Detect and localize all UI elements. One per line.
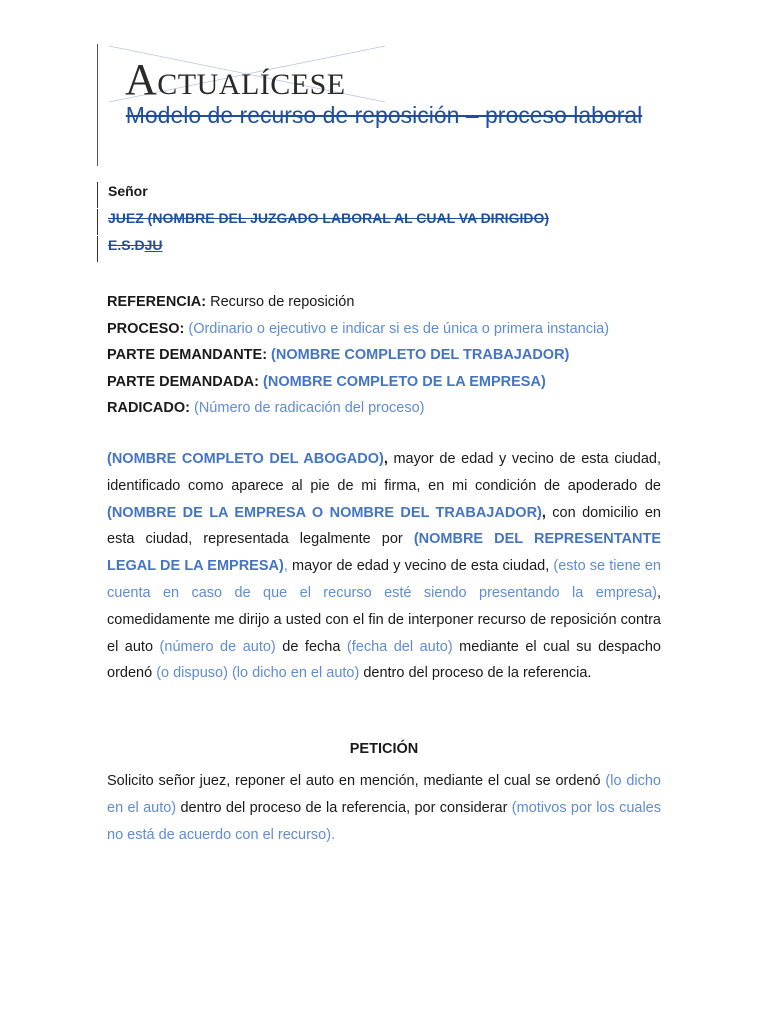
- body-text: Solicito señor juez, reponer el auto en mención, mediante el cual se ordenó: [107, 773, 606, 789]
- body-paragraph: [107, 446, 661, 687]
- reference-line: [107, 289, 609, 316]
- body-text: dentro del proceso de la referencia.: [359, 665, 592, 682]
- petition-heading: PETICIÓN: [349, 741, 419, 757]
- logo-text: [125, 54, 346, 105]
- reference-label: RADICADO:: [107, 400, 190, 416]
- judge-line: JUEZ (NOMBRE DEL JUZGADO LABORAL AL CUAL VA DIRIGIDO): [97, 209, 549, 235]
- body-text: de fecha: [275, 638, 347, 655]
- reference-value: (Número de radicación del proceso): [189, 400, 425, 416]
- reference-value: (NOMBRE COMPLETO DEL TRABAJADOR): [267, 347, 570, 363]
- body-text: con domicilio en esta ciudad, representada legalmente por: [107, 504, 661, 548]
- placeholder-text: ,: [283, 558, 288, 575]
- petition-paragraph: [107, 768, 661, 848]
- reference-line: [107, 369, 609, 396]
- reference-label: REFERENCIA:: [107, 294, 207, 310]
- placeholder-text: ,: [541, 504, 546, 521]
- placeholder-text: (fecha del auto): [346, 638, 453, 655]
- placeholder-text: (NOMBRE DEL REPRESENTANTE LEGAL DE LA EMPRESA): [107, 531, 661, 575]
- logo-rest: CTUALÍCESE: [157, 68, 346, 101]
- reference-block: [107, 289, 609, 422]
- body-text: mayor de edad y vecino de esta ciudad,: [287, 558, 554, 575]
- salutation: Señor: [97, 182, 549, 208]
- reference-label: PARTE DEMANDANTE:: [107, 347, 268, 363]
- logo-initial: A: [125, 55, 158, 104]
- esd-suffix: JU: [144, 237, 163, 253]
- body-text: , comedidamente me dirijo a usted con el fin de interponer recurso de reposición contra el auto: [107, 584, 661, 655]
- placeholder-text: (lo dicho en el auto): [107, 773, 661, 816]
- body-text: mediante el cual su despacho ordenó: [107, 638, 661, 682]
- actualicese-logo: [97, 44, 387, 106]
- esd-text: E.S.D: [108, 237, 145, 253]
- placeholder-text: (o dispuso) (lo dicho en el auto): [156, 665, 360, 682]
- placeholder-text: (motivos por los cuales no está de acuerdo con el recurso).: [107, 799, 661, 843]
- addressee-block: [97, 182, 549, 263]
- placeholder-text: (NOMBRE COMPLETO DEL ABOGADO): [107, 451, 384, 467]
- placeholder-text: (número de auto): [159, 638, 276, 655]
- body-text: mayor de edad y vecino de esta ciudad, identificado como aparece al pie de mi firma, en mi condición de apoderado de: [107, 451, 661, 494]
- esd-line: [97, 236, 549, 262]
- reference-value: (Ordinario o ejecutivo e indicar si es de única o primera instancia): [184, 320, 610, 337]
- reference-line: [107, 316, 609, 343]
- page-title: Modelo de recurso de reposición – proceso laboral: [125, 102, 643, 128]
- reference-line: [107, 342, 609, 369]
- reference-label: PROCESO:: [107, 320, 185, 337]
- placeholder-text: (NOMBRE DE LA EMPRESA O NOMBRE DEL TRABAJADOR): [107, 504, 542, 521]
- reference-value: Recurso de reposición: [206, 294, 355, 310]
- reference-label: PARTE DEMANDADA:: [107, 373, 259, 390]
- placeholder-text: ,: [383, 451, 388, 467]
- body-text: dentro del proceso de la referencia, por considerar: [176, 799, 512, 816]
- reference-line: [107, 395, 609, 422]
- reference-value: (NOMBRE COMPLETO DE LA EMPRESA): [258, 373, 546, 390]
- placeholder-text: (esto se tiene en cuenta en caso de que el recurso esté siendo presentando la empresa): [107, 558, 661, 601]
